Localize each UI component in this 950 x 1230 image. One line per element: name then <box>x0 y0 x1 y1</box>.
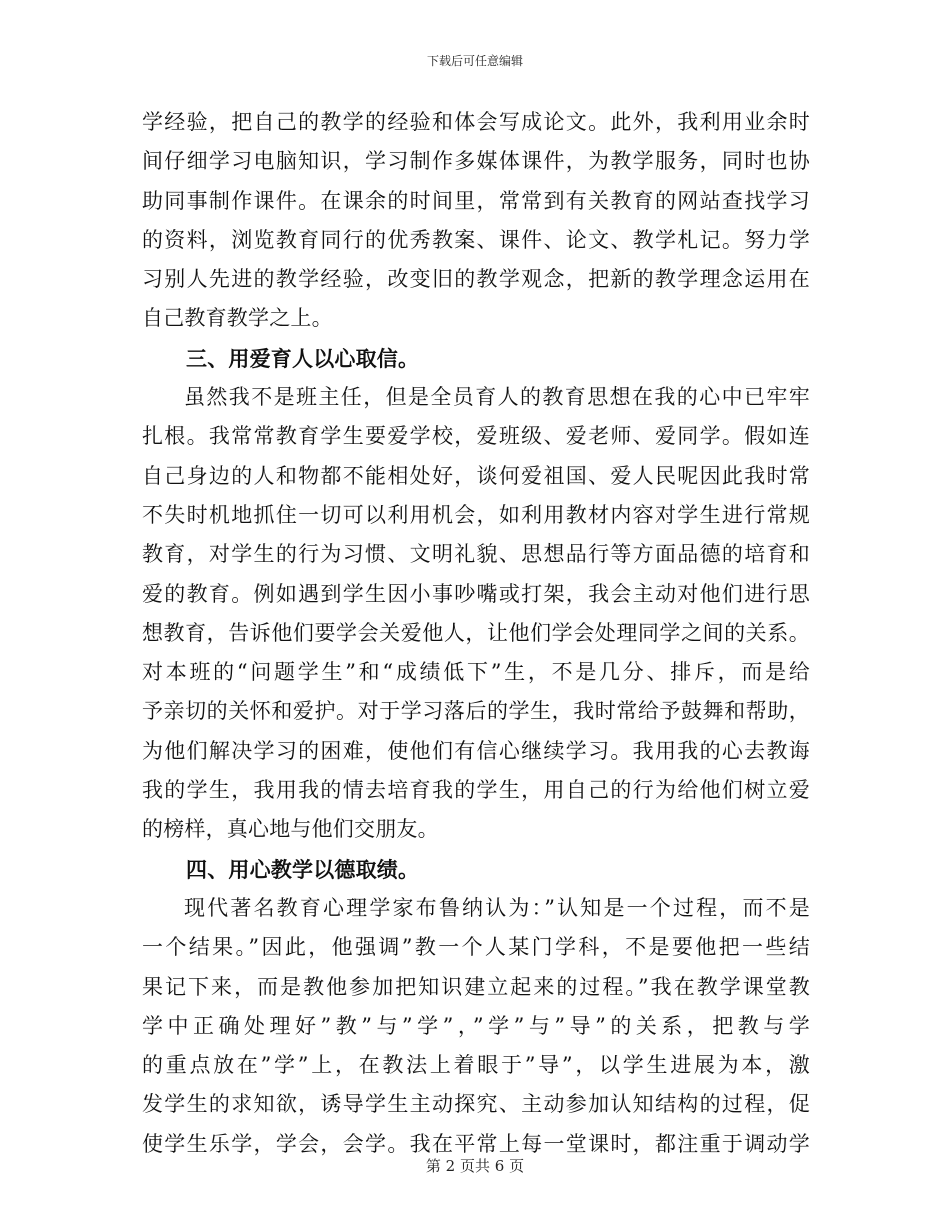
text-line: 现代著名教育心理学家布鲁纳认为：”认知是一个过程，而不是 <box>184 895 810 920</box>
text-line: 使学生乐学，学会，会学。我在平常上每一堂课时，都注重于调动学 <box>142 1131 810 1156</box>
text-line: 一个结果。”因此，他强调”教一个人某门学科，不是要他把一些结 <box>142 935 810 960</box>
text-line: 发学生的求知欲，诱导学生主动探究、主动参加认知结构的过程，促 <box>142 1092 810 1117</box>
text-line: 对本班的“问题学生”和“成绩低下”生，不是几分、排斥，而是给 <box>142 660 810 685</box>
page-header: 下载后可任意编辑 <box>426 54 523 68</box>
text-line: 教育，对学生的行为习惯、文明礼貌、思想品行等方面品德的培育和 <box>142 542 810 567</box>
text-line: 的资料，浏览教育同行的优秀教案、课件、论文、教学札记。努力学 <box>142 227 810 252</box>
text-line: 间仔细学习电脑知识，学习制作多媒体课件，为教学服务，同时也协 <box>142 149 810 174</box>
text-line: 我的学生，我用我的情去培育我的学生，用自己的行为给他们树立爱 <box>142 778 810 803</box>
text-line: 习别人先进的教学经验，改变旧的教学观念，把新的教学理念运用在 <box>142 267 810 292</box>
text-line: 果记下来，而是教他参加把知识建立起来的过程。”我在教学课堂教 <box>142 974 810 999</box>
document-body <box>142 103 810 1164</box>
section-heading: 四、用心教学以德取绩。 <box>186 856 420 882</box>
text-line: 为他们解决学习的困难，使他们有信心继续学习。我用我的心去教诲 <box>142 738 810 763</box>
text-line: 学中正确处理好”教”与”学”，”学”与”导”的关系，把教与学 <box>142 1013 810 1038</box>
text-line: 不失时机地抓住一切可以利用机会，如利用教材内容对学生进行常规 <box>142 502 810 527</box>
text-line: 学经验，把自己的教学的经验和体会写成论文。此外，我利用业余时 <box>142 110 810 134</box>
text-line: 爱的教育。例如遇到学生因小事吵嘴或打架，我会主动对他们进行思 <box>142 581 810 606</box>
text-line: 助同事制作课件。在课余的时间里，常常到有关教育的网站查找学习 <box>142 188 810 213</box>
text-line: 予亲切的关怀和爱护。对于学习落后的学生，我时常给予鼓舞和帮助， <box>142 699 810 724</box>
text-line: 自己身边的人和物都不能相处好，谈何爱祖国、爱人民呢因此我时常 <box>142 463 810 488</box>
text-line: 虽然我不是班主任，但是全员育人的教育思想在我的心中已牢牢 <box>184 385 810 410</box>
page-footer: 第 2 页共 6 页 <box>425 1157 525 1175</box>
text-line: 的榜样，真心地与他们交朋友。 <box>142 817 439 842</box>
text-line: 想教育，告诉他们要学会关爱他人，让他们学会处理同学之间的关系。 <box>142 620 810 645</box>
section-heading: 三、用爱育人以心取信。 <box>186 345 420 371</box>
text-line: 扎根。我常常教育学生要爱学校，爱班级、爱老师、爱同学。假如连 <box>142 424 810 449</box>
text-line: 自己教育教学之上。 <box>142 306 333 331</box>
text-line: 的重点放在”学”上，在教法上着眼于”导”，以学生进展为本，激 <box>142 1053 810 1078</box>
